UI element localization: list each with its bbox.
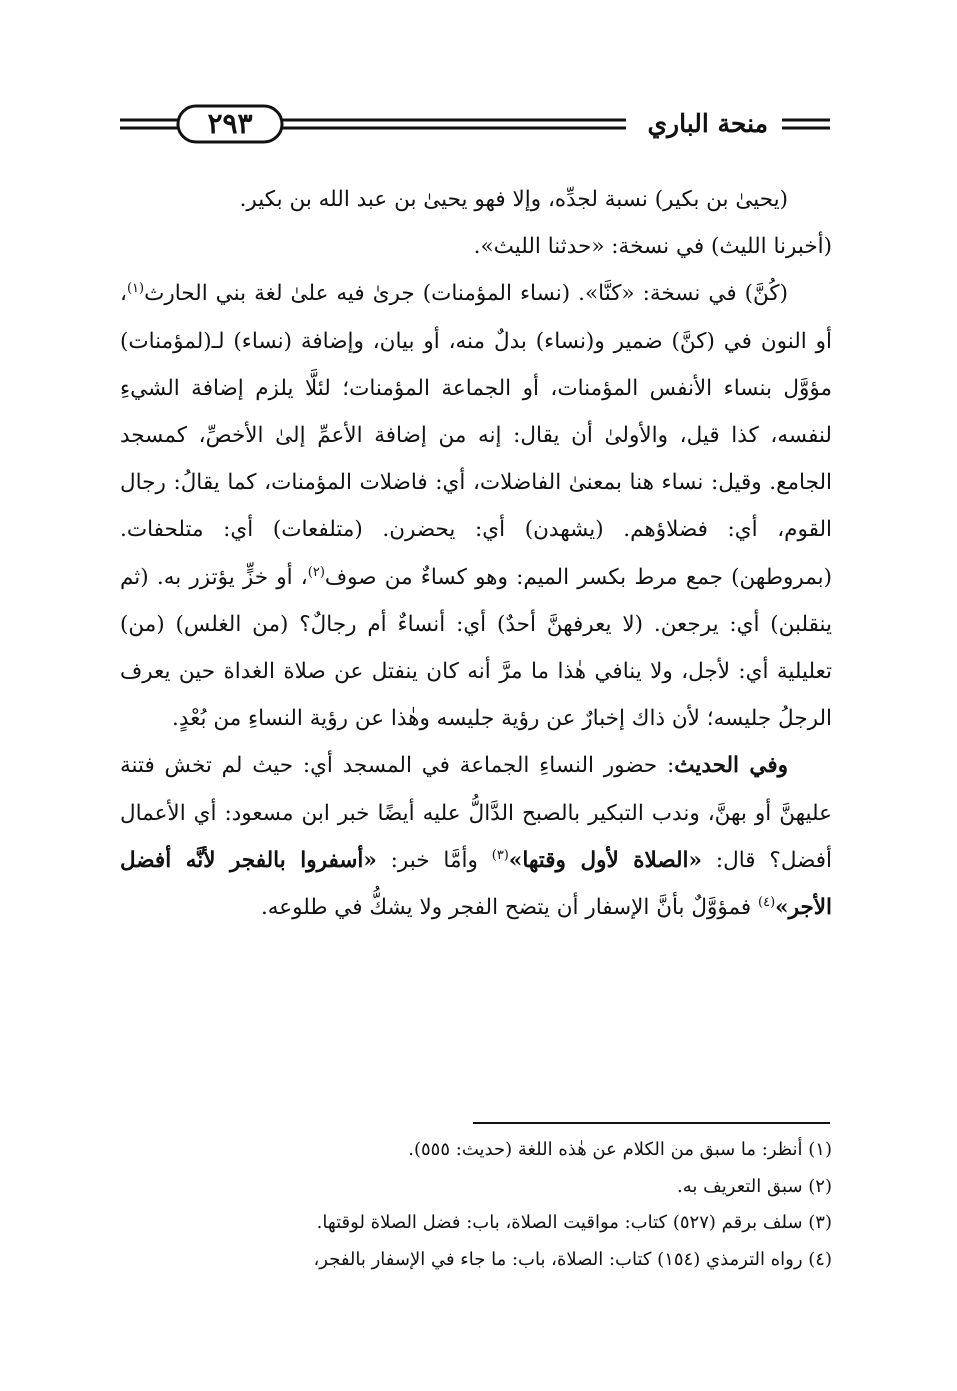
footnote-4: (٤) رواه الترمذي (١٥٤) كتاب: الصلاة، باب: ما جاء في الإسفار بالفجر، (313, 1248, 832, 1270)
footnote-ref-2: (٢) (307, 564, 325, 580)
paragraph-4 (120, 742, 832, 931)
paragraph-3 (120, 270, 832, 742)
paragraph-4-heading: وفي الحديث (674, 753, 788, 779)
paragraph-4-text-b: وأمَّا خبر: (376, 847, 492, 873)
footnote-divider (473, 1122, 830, 1124)
paragraph-3-text-c: ، أو خزٍّ يؤتزر به. (ثم ينقلبن) أي: يرجعن. (لا يعرفهنَّ أحدٌ) أي: أنساءٌ أم رجالٌ؟ (من الغلس) (من) تعليلية أي: لأجل، ولا ينافي هٰذا ما مرَّ أنه كان ينفتل عن صلاة الغداة حين يعرف الرجلُ جليسه؛ لأن ذاك إخبارٌ عن رؤية جليسه وهٰذا عن رؤية النساءِ من بُعْدٍ. (120, 564, 832, 732)
footnote-ref-1: (١) (126, 281, 145, 297)
footnote-3: (٣) سلف برقم (٥٢٧) كتاب: مواقيت الصلاة، باب: فضل الصلاة لوقتها. (316, 1212, 832, 1233)
footnotes (120, 1132, 832, 1278)
paragraph-3-text-a: (كُنَّ) في نسخة: «كنَّا». (نساء المؤمنات) جرىٰ فيه علىٰ لغة بني الحارث (144, 281, 788, 307)
paragraph-3-text-b: ، أو النون في (كنَّ) ضمير و(نساء) بدلٌ منه، أو بيان، وإضافة (نساء) لـ(لمؤمنات) مؤوَّل بنساء الأنفس المؤمنات، أو الجماعة المؤمنات؛ لئلَّا يلزم إضافة الشيءِ لنفسه، كذا قيل، والأولىٰ أن يقال: إنه من إضافة الأعمِّ إلىٰ الأخصِّ، كمسجد الجامع. وقيل: نساء هنا بمعنىٰ الفاضلات، أي: فاضلات المؤمنات، كما يقالُ: رجال القوم، أي: فضلاؤهم. (يشهدن) أي: يحضرن. (متلفعات) أي: متلحفات. (بمروطهن) جمع مرط بكسر الميم: وهو كساءٌ من صوف (120, 281, 832, 590)
hadith-quote-1: «الصلاة لأول وقتها» (508, 847, 702, 873)
page-header (120, 100, 830, 150)
main-text (120, 176, 832, 931)
footnote-ref-4: (٤) (758, 894, 776, 910)
footnote-2: (٢) سبق التعريف به. (677, 1175, 832, 1197)
page-number: ٢٩٣ (207, 107, 253, 140)
paragraph-2: (أخبرنا الليث) في نسخة: «حدثنا الليث». (473, 234, 832, 260)
footnote-1: (١) أنظر: ما سبق من الكلام عن هٰذه اللغة (حديث: ٥٥٥). (408, 1139, 832, 1160)
paragraph-4-text-c: فمؤوَّلٌ بأنَّ الإسفار أن يتضح الفجر ولا يشكُّ في طلوعه. (260, 895, 759, 921)
paragraph-1: (يحيىٰ بن بكير) نسبة لجدِّه، وإلا فهو يحيىٰ بن عبد الله بن بكير. (239, 187, 788, 212)
paragraph-4-text-a: : حضور النساءِ الجماعة في المسجد أي: حيث لم تخش فتنة عليهنَّ أو بهنَّ، وندب التبكير بالصبح الدَّالُّ عليه أيضًا خبر ابن مسعود: أي الأعمال أفضل؟ قال: (120, 753, 832, 873)
book-title: منحة الباري (647, 109, 768, 138)
hadith-quote-2: «أسفروا بالفجر لأنَّه أفضل الأجر» (120, 847, 832, 921)
footnote-ref-3: (٣) (491, 847, 509, 863)
